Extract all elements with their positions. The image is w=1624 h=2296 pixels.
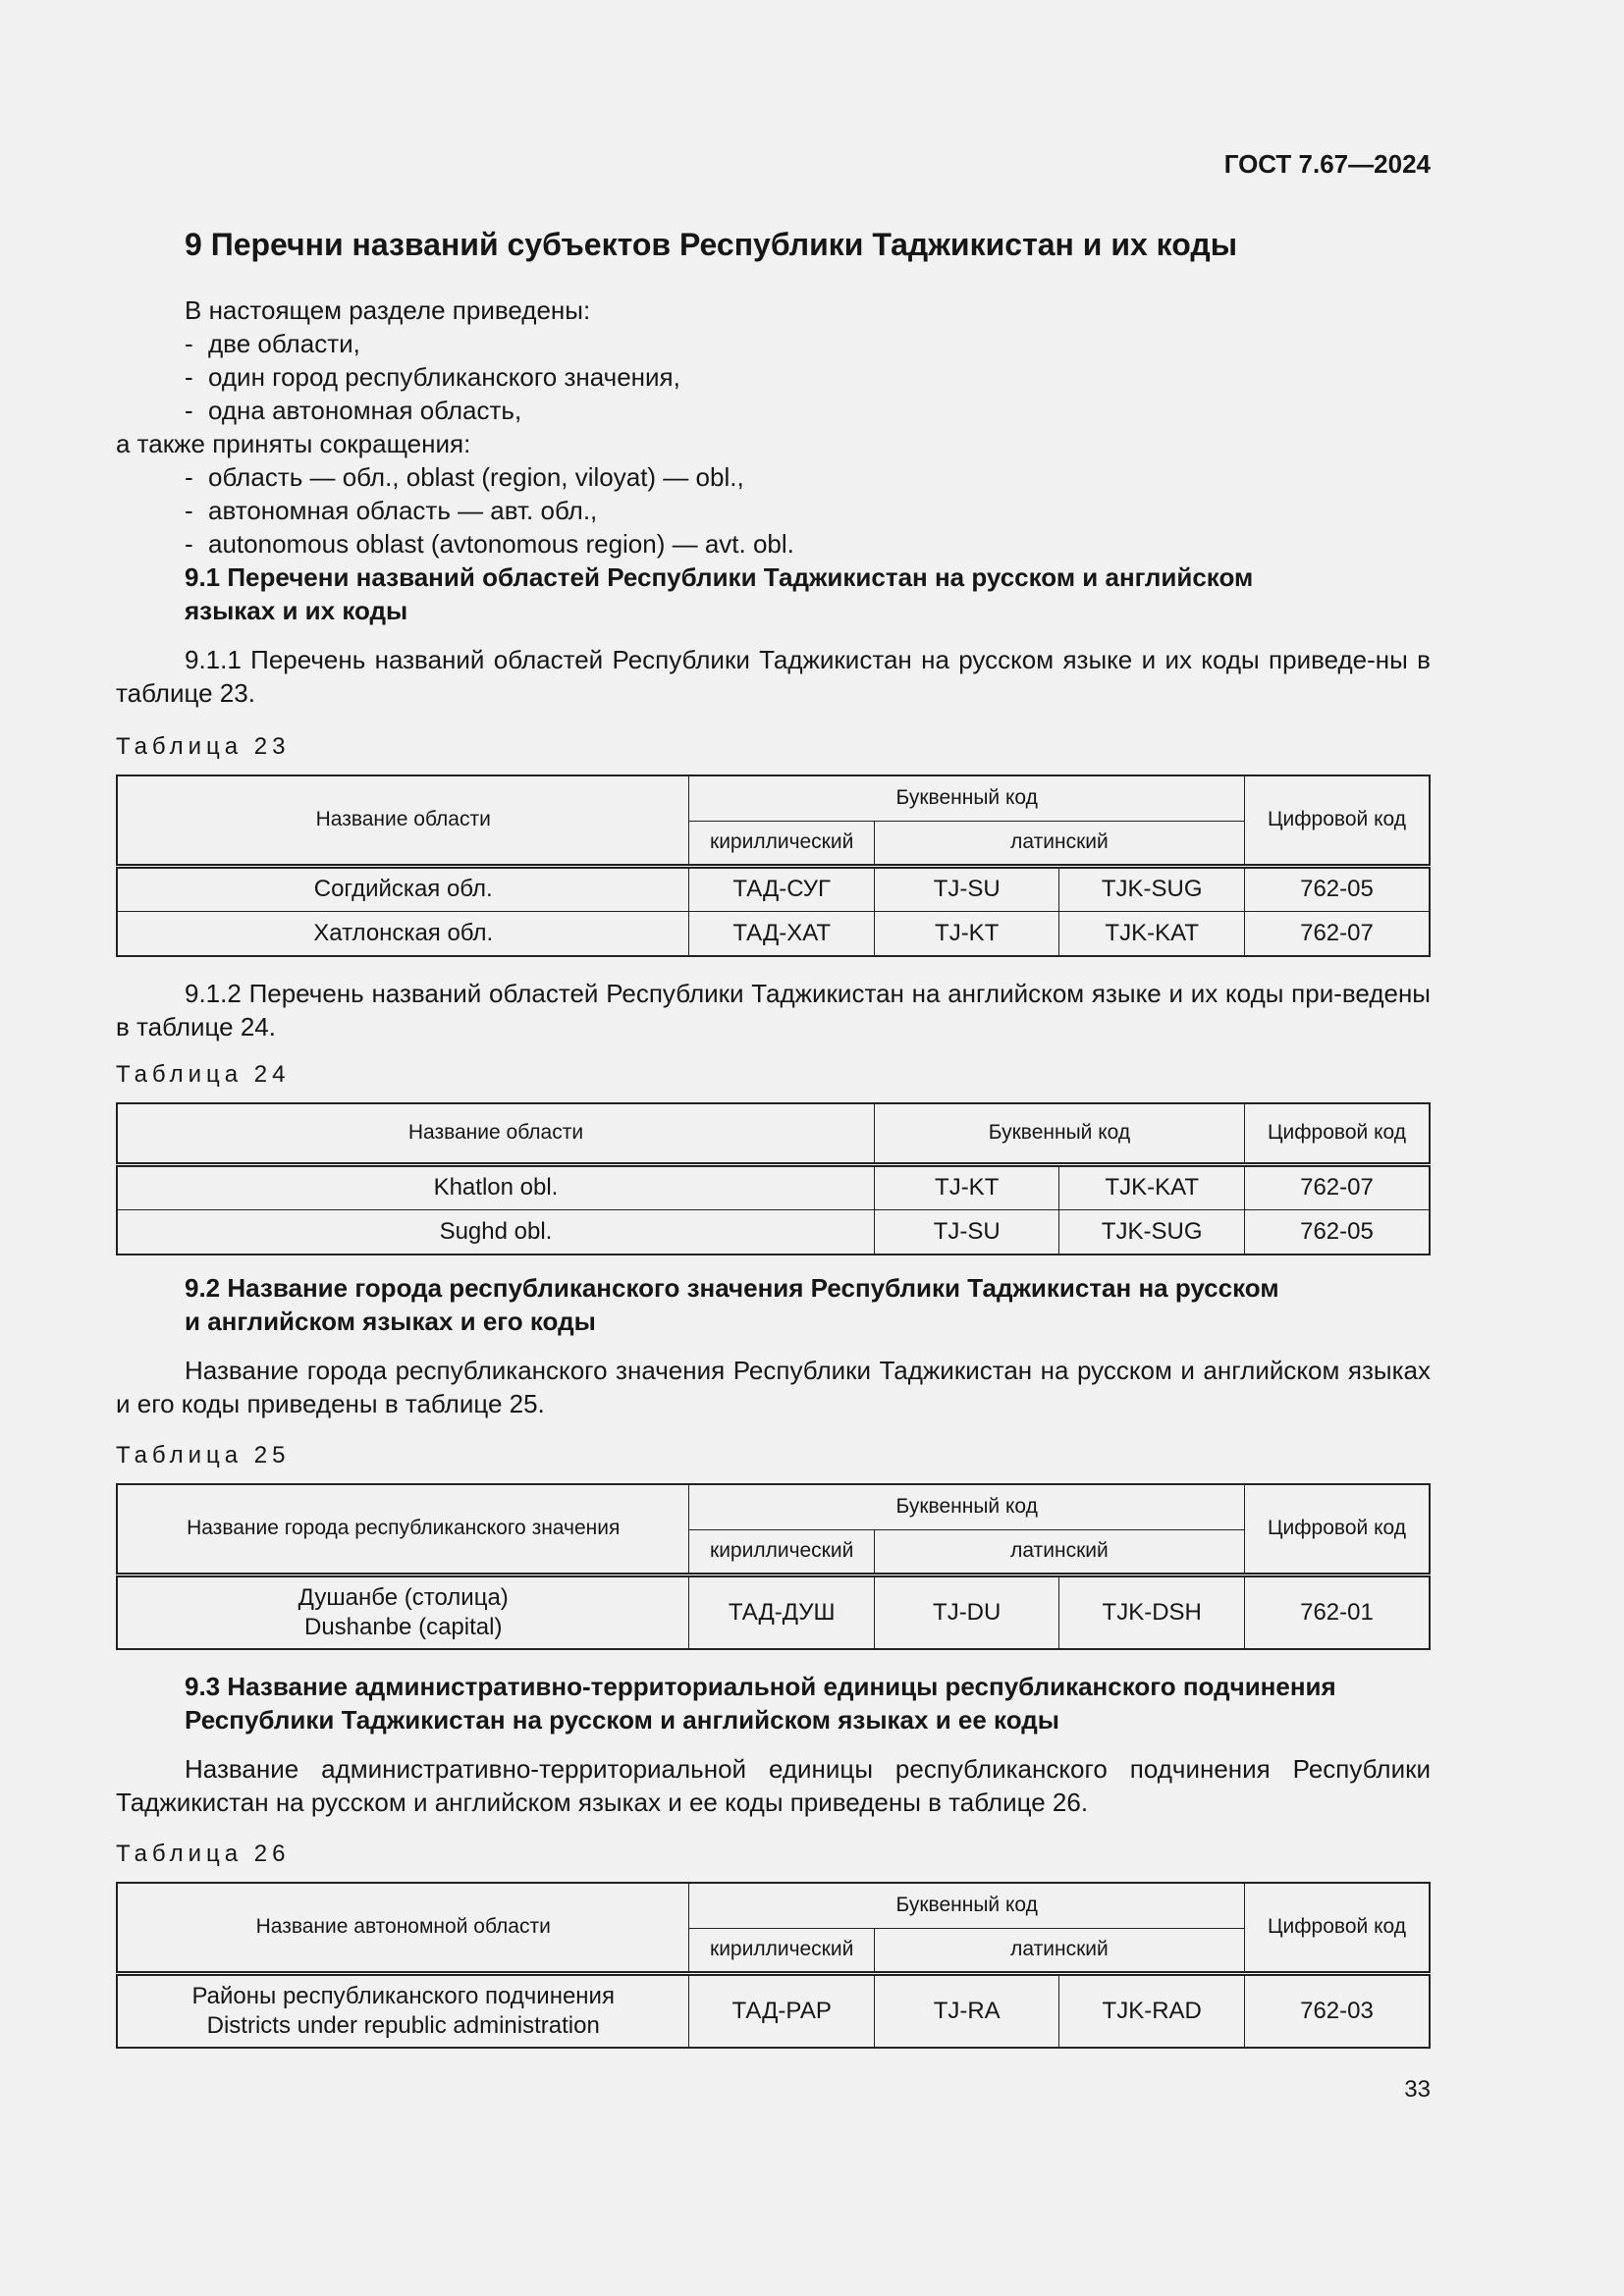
- latin-3-code: TJK-SUG: [1059, 866, 1245, 911]
- list-item: - область — обл., oblast (region, viloyat) — obl.,: [185, 460, 1431, 494]
- latin-3-code: TJK-KAT: [1059, 911, 1245, 956]
- abbreviations-list: [116, 460, 1431, 561]
- latin-2-code: TJ-RA: [874, 1973, 1059, 2048]
- table-row: [117, 866, 1430, 911]
- list-item: - автономная область — авт. обл.,: [185, 494, 1431, 527]
- cyrillic-code: ТАД-РАР: [689, 1973, 875, 2048]
- table-row: [117, 1209, 1430, 1255]
- title-line: 9.3 Название административно-территориальной единицы республиканского подчинения: [185, 1672, 1336, 1701]
- header-digital-code: Цифровой код: [1244, 1484, 1430, 1575]
- city-name-ru: Душанбе (столица): [298, 1583, 509, 1611]
- unit-name-ru: Районы республиканского подчинения: [191, 1982, 615, 2009]
- section-intro: В настоящем разделе приведены:: [185, 295, 591, 325]
- cyrillic-code: ТАД-СУГ: [689, 866, 875, 911]
- header-cyrillic: кириллический: [689, 1529, 875, 1575]
- latin-2-code: TJ-SU: [874, 1209, 1059, 1255]
- table-23-caption: Таблица 23: [116, 733, 291, 760]
- header-digital-code: Цифровой код: [1244, 775, 1430, 866]
- page-number: 33: [1404, 2076, 1431, 2103]
- header-autonomous-name: Название автономной области: [117, 1883, 689, 1973]
- latin-3-code: TJK-RAD: [1059, 1973, 1245, 2048]
- paragraph-9-1-2: 9.1.2 Перечень названий областей Республики Таджикистан на английском языке и их коды при-ведены в таблице 24.: [116, 979, 1431, 1041]
- table-24: [116, 1102, 1431, 1255]
- latin-2-code: TJ-KT: [874, 911, 1059, 956]
- table-23: [116, 774, 1431, 957]
- region-name: Sughd obl.: [117, 1209, 874, 1255]
- digital-code: 762-05: [1244, 1209, 1430, 1255]
- latin-3-code: TJK-DSH: [1059, 1575, 1245, 1649]
- latin-3-code: TJK-SUG: [1059, 1209, 1245, 1255]
- table-row: [117, 1973, 1430, 2048]
- header-letter-code: Буквенный код: [689, 1883, 1245, 1928]
- table-25: [116, 1483, 1431, 1650]
- city-name-en: Dushanbe (capital): [303, 1613, 503, 1640]
- table-26-caption: Таблица 26: [116, 1841, 291, 1867]
- title-line: и английском языках и его коды: [185, 1307, 596, 1336]
- paragraph-9-3: Название административно-территориальной единицы республиканского подчинения Республики Таджикистан на русском и английском языках и ее коды приведены в таблице 26.: [116, 1754, 1431, 1817]
- header-latin: латинский: [874, 1529, 1244, 1575]
- unit-name-en: Districts under republic administration: [206, 2011, 600, 2039]
- table-24-caption: Таблица 24: [116, 1061, 291, 1088]
- header-latin: латинский: [874, 1928, 1244, 1973]
- unit-name: [117, 1973, 689, 2048]
- latin-3-code: TJK-KAT: [1059, 1164, 1245, 1209]
- header-letter-code: Буквенный код: [689, 1484, 1245, 1529]
- subsection-title-9-3: [116, 1670, 1431, 1736]
- header-digital-code: Цифровой код: [1244, 1883, 1430, 1973]
- title-line: 9.2 Название города республиканского значения Республики Таджикистан на русском: [185, 1273, 1279, 1303]
- region-name: Согдийская обл.: [117, 866, 689, 911]
- latin-2-code: TJ-SU: [874, 866, 1059, 911]
- cyrillic-code: ТАД-ДУШ: [689, 1575, 875, 1649]
- header-letter-code: Буквенный код: [689, 775, 1245, 821]
- list-item: - один город республиканского значения,: [185, 360, 1431, 394]
- page-content: [116, 221, 1431, 2049]
- document-id: ГОСТ 7.67—2024: [1223, 149, 1431, 179]
- cyrillic-code: ТАД-ХАТ: [689, 911, 875, 956]
- list-item: - одна автономная область,: [185, 394, 1431, 427]
- header-city-name: Название города республиканского значения: [117, 1484, 689, 1575]
- title-line: языках и их коды: [185, 596, 408, 625]
- city-name: [117, 1575, 689, 1649]
- region-name: Khatlon obl.: [117, 1164, 874, 1209]
- digital-code: 762-07: [1244, 1164, 1430, 1209]
- subject-list: [116, 327, 1431, 427]
- paragraph-9-1-1: 9.1.1 Перечень названий областей Республики Таджикистан на русском языке и их коды приведе-ны в таблице 23.: [116, 645, 1431, 708]
- table-26: [116, 1882, 1431, 2049]
- table-row: [117, 1164, 1430, 1209]
- subsection-title-9-1: [116, 561, 1431, 627]
- header-cyrillic: кириллический: [689, 1928, 875, 1973]
- header-digital-code: Цифровой код: [1244, 1103, 1430, 1164]
- header-cyrillic: кириллический: [689, 821, 875, 866]
- subsection-title-9-2: [116, 1271, 1431, 1338]
- region-name: Хатлонская обл.: [117, 911, 689, 956]
- title-line: Республики Таджикистан на русском и английском языках и ее коды: [185, 1705, 1059, 1735]
- section-title: 9 Перечни названий субъектов Республики Таджикистан и их коды: [185, 227, 1238, 262]
- header-region-name: Название области: [117, 775, 689, 866]
- digital-code: 762-05: [1244, 866, 1430, 911]
- latin-2-code: TJ-DU: [874, 1575, 1059, 1649]
- latin-2-code: TJ-KT: [874, 1164, 1059, 1209]
- digital-code: 762-07: [1244, 911, 1430, 956]
- title-line: 9.1 Перечени названий областей Республики Таджикистан на русском и английском: [185, 562, 1254, 592]
- paragraph-9-2: Название города республиканского значения Республики Таджикистан на русском и английском языках и его коды приведены в таблице 25.: [116, 1356, 1431, 1418]
- table-row: [117, 1575, 1430, 1649]
- digital-code: 762-03: [1244, 1973, 1430, 2048]
- list-item: - две области,: [185, 327, 1431, 360]
- table-25-caption: Таблица 25: [116, 1442, 291, 1468]
- digital-code: 762-01: [1244, 1575, 1430, 1649]
- header-letter-code: Буквенный код: [874, 1103, 1244, 1164]
- table-row: [117, 911, 1430, 956]
- header-region-name: Название области: [117, 1103, 874, 1164]
- header-latin: латинский: [874, 821, 1244, 866]
- abbreviations-intro: а также приняты сокращения:: [116, 429, 471, 458]
- list-item: - autonomous oblast (avtonomous region) — avt. obl.: [185, 527, 1431, 561]
